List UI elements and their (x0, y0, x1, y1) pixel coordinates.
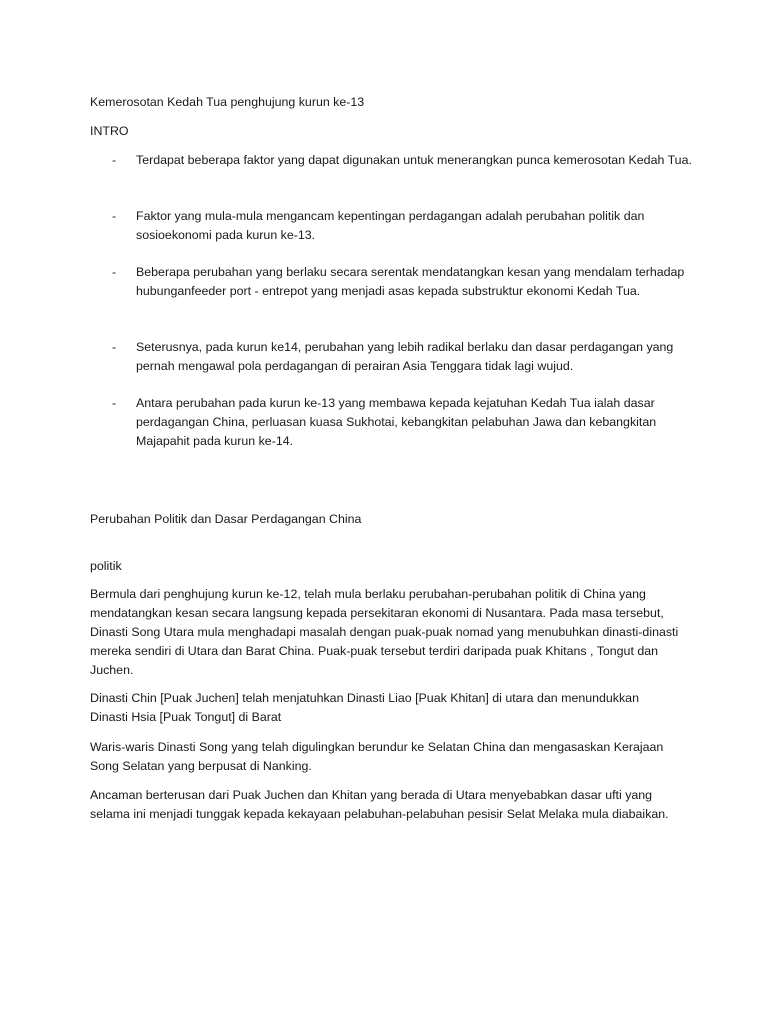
bullet-text: Faktor yang mula-mula mengancam kepentingan perdagangan adalah perubahan politik dan sosioekonomi pada kurun ke-13. (136, 209, 645, 242)
bullet-marker: - (112, 340, 117, 354)
bullet-marker: - (112, 209, 117, 223)
bullet-marker: - (112, 396, 117, 410)
document-title: Kemerosotan Kedah Tua penghujung kurun ke-13 (90, 95, 365, 109)
paragraph: Waris-waris Dinasti Song yang telah digulingkan berundur ke Selatan China dan mengasaskan Kerajaan Song Selatan yang berpusat di Nanking. (90, 740, 664, 773)
paragraph: Ancaman berterusan dari Puak Juchen dan Khitan yang berada di Utara menyebabkan dasar ufti yang selama ini menjadi tunggak kepada kekayaan pelabuhan-pelabuhan pesisir Selat Melaka mula diabaikan. (90, 788, 669, 821)
bullet-text: Beberapa perubahan yang berlaku secara serentak mendatangkan kesan yang mendalam terhadap hubunganfeeder port - entrepot yang menjadi asas kepada substruktur ekonomi Kedah Tua. (136, 265, 685, 298)
paragraph: Bermula dari penghujung kurun ke-12, telah mula berlaku perubahan-perubahan politik di China yang mendatangkan kesan secara langsung kepada persekitaran ekonomi di Nusantara. Pada masa tersebut, Dinasti Song Utara mula menghadapi masalah dengan puak-puak nomad yang menubuhkan dinasti-dinasti mereka sendiri di Utara dan Barat China. Puak-puak tersebut terdiri daripada puak Khitans , Tongut dan Juchen. (90, 587, 679, 677)
paragraph: Dinasti Chin [Puak Juchen] telah menjatuhkan Dinasti Liao [Puak Khitan] di utara dan menundukkan Dinasti Hsia [Puak Tongut] di Barat (90, 691, 639, 724)
section-heading: Perubahan Politik dan Dasar Perdagangan China (90, 512, 362, 526)
bullet-marker: - (112, 153, 117, 167)
subheading: politik (90, 559, 122, 573)
intro-heading: INTRO (90, 124, 129, 138)
bullet-text: Seterusnya, pada kurun ke14, perubahan yang lebih radikal berlaku dan dasar perdagangan yang pernah mengawal pola perdagangan di perairan Asia Tenggara tidak lagi wujud. (136, 340, 674, 373)
bullet-text: Antara perubahan pada kurun ke-13 yang membawa kepada kejatuhan Kedah Tua ialah dasar perdagangan China, perluasan kuasa Sukhotai, kebangkitan pelabuhan Jawa dan kebangkitan Majapahit pada kurun ke-14. (136, 396, 657, 448)
bullet-text: Terdapat beberapa faktor yang dapat digunakan untuk menerangkan punca kemerosotan Kedah Tua. (136, 153, 692, 167)
bullet-marker: - (112, 265, 117, 279)
